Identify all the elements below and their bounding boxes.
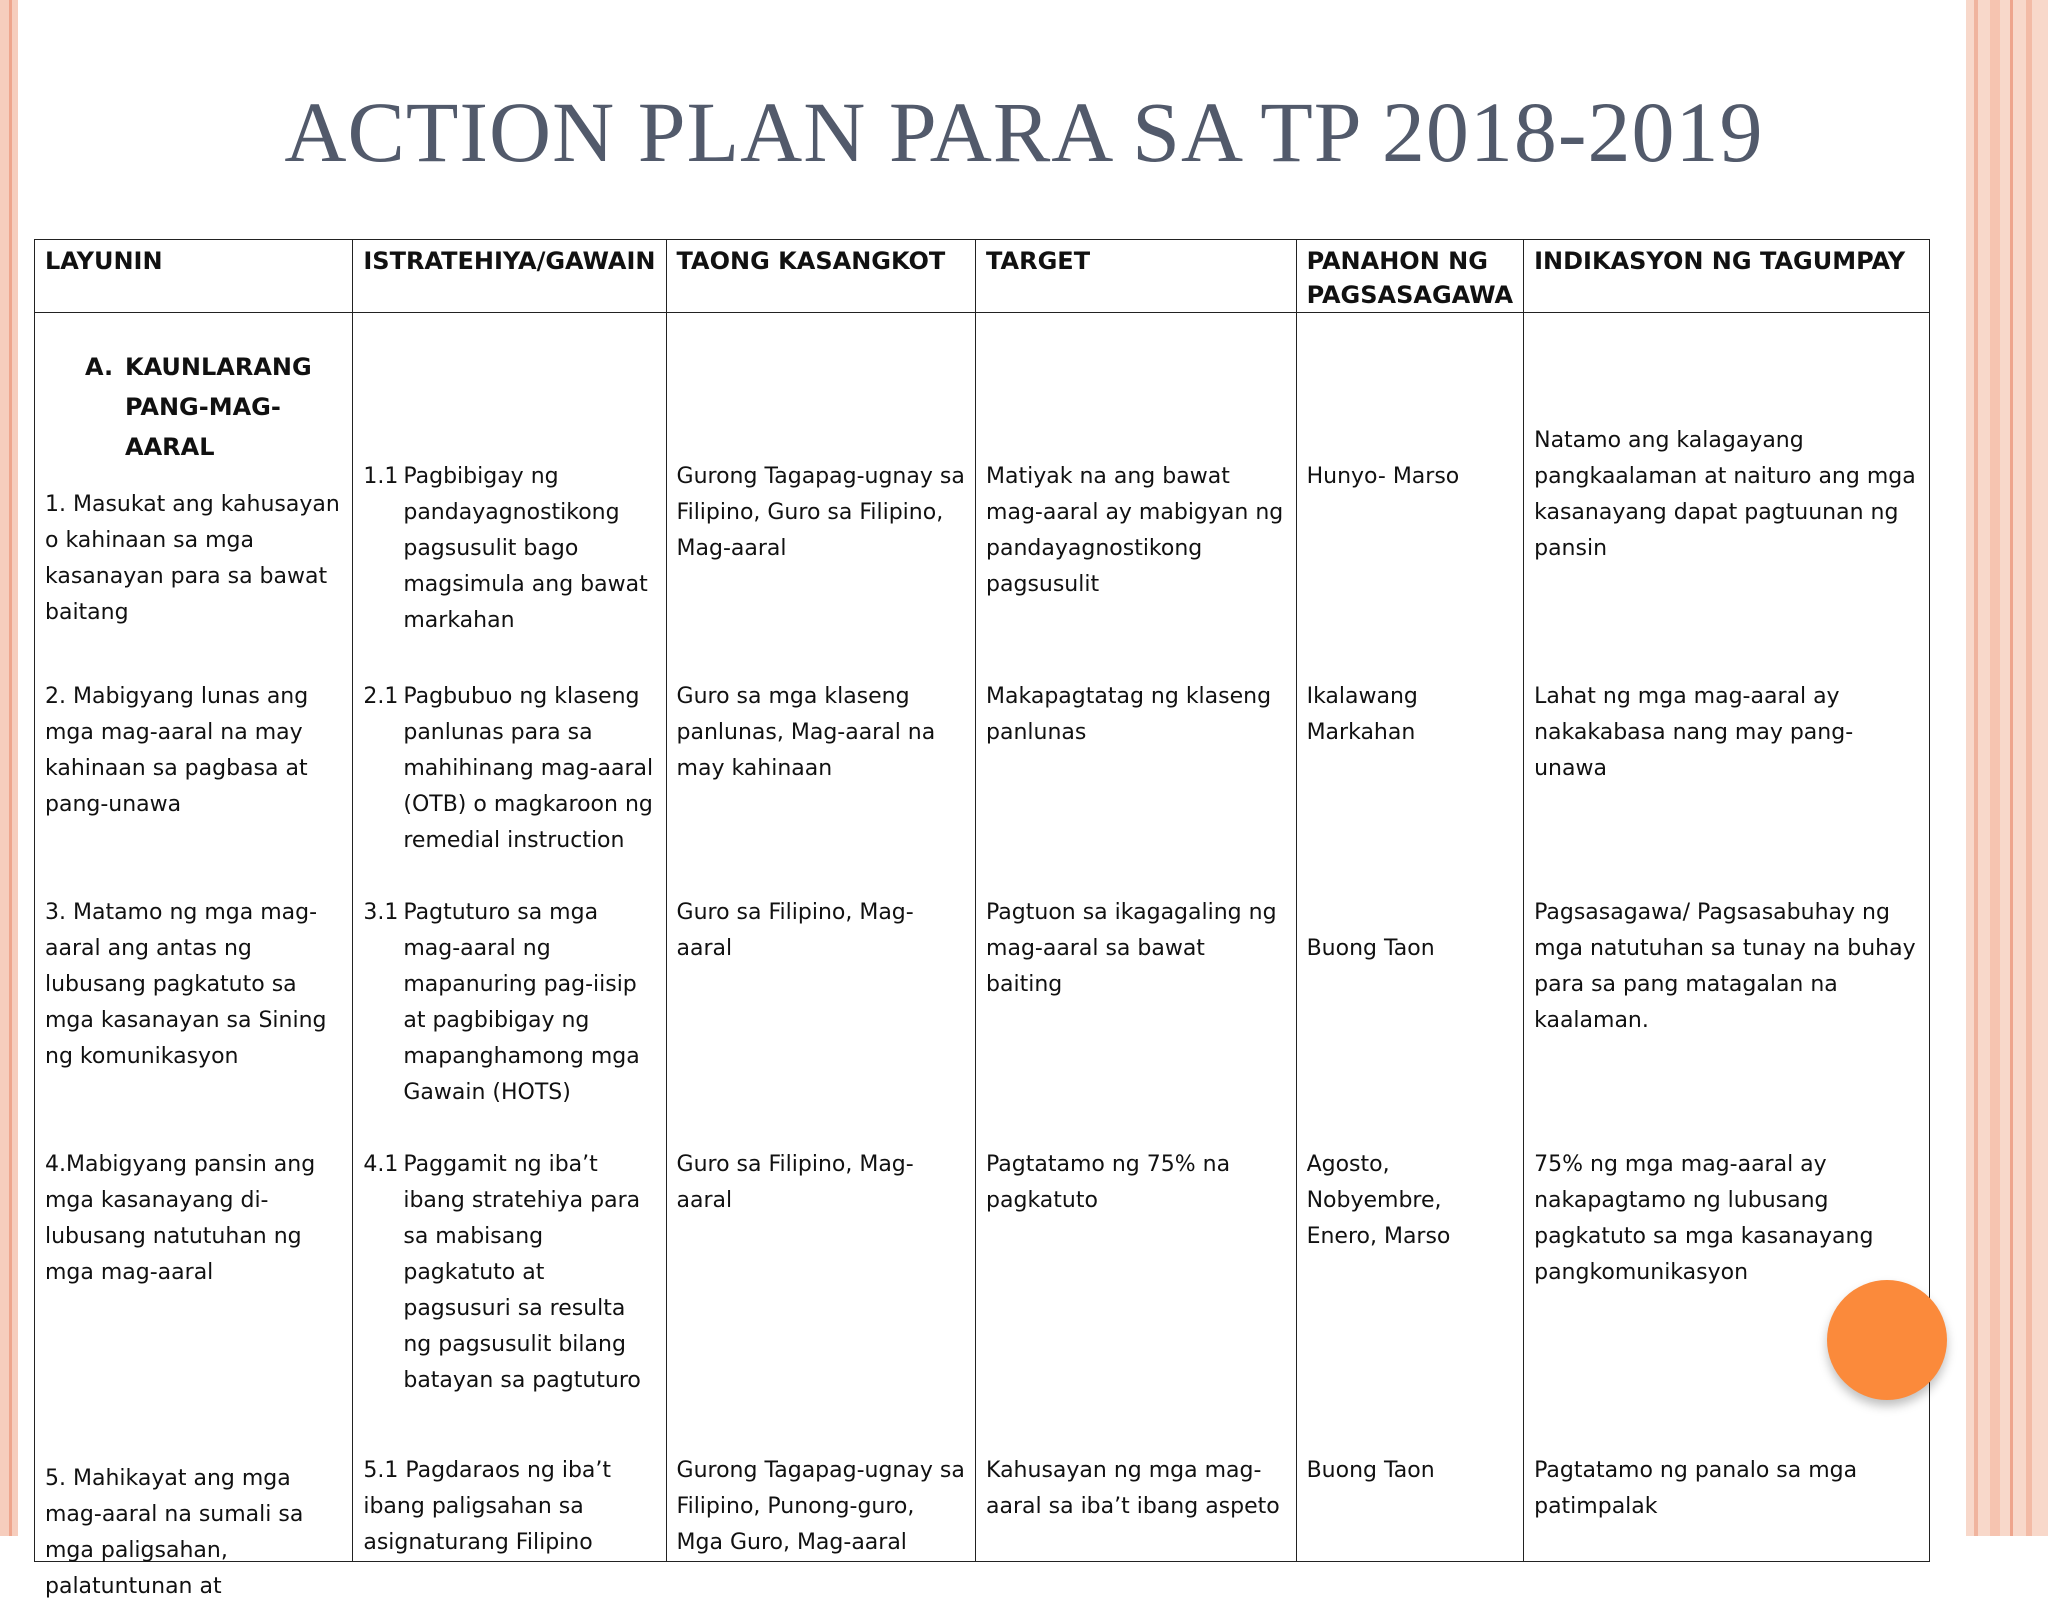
panahon-text: Hunyo- Marso (1306, 464, 1460, 489)
kasangkot-text: Guro sa Filipino, Mag-aaral (676, 1152, 914, 1213)
cell-kasangkot (666, 895, 976, 1147)
cell-gawain (353, 1147, 666, 1453)
cell-panahon (1296, 1453, 1524, 1562)
gawain-number: 2.1 (363, 684, 399, 709)
indikasyon-text: Lahat ng mga mag-aaral ay nakakabasa nang may pang-unawa (1534, 684, 1854, 781)
target-text: Matiyak na ang bawat mag-aaral ay mabigyan ng pandayagnostikong pagsusulit (986, 464, 1284, 597)
action-plan-table (34, 239, 1930, 1599)
section-letter: A. (85, 353, 114, 381)
table-row (35, 1453, 1930, 1562)
gawain-number: 3.1 (363, 900, 399, 925)
layunin-text: 1. Masukat ang kahusayan o kahinaan sa mga kasanayan para sa bawat baitang (45, 492, 340, 625)
panahon-text: Buong Taon (1306, 1458, 1435, 1483)
indikasyon-text: Pagsasagawa/ Pagsasabuhay ng mga natutuhan sa tunay na buhay para sa pang matagalan na kaalaman. (1534, 900, 1916, 1033)
header-taong-kasangkot: TAONG KASANGKOT (666, 240, 976, 313)
cell-kasangkot (666, 313, 976, 680)
section-heading (45, 313, 342, 487)
cell-target (976, 1147, 1297, 1453)
cell-layunin (35, 1453, 353, 1599)
cell-target (976, 679, 1297, 895)
table-header-row (35, 240, 1930, 313)
cell-gawain (353, 313, 666, 680)
kasangkot-text: Guro sa mga klaseng panlunas, Mag-aaral na may kahinaan (676, 684, 936, 781)
gawain-text: 5.1 Pagdaraos ng iba’t ibang paligsahan sa asignaturang Filipino (363, 1458, 612, 1555)
kasangkot-text: Gurong Tagapag-ugnay sa Filipino, Punong-guro, Mga Guro, Mag-aaral (676, 1458, 965, 1555)
gawain-text: Pagbubuo ng klaseng panlunas para sa mahihinang mag-aaral (OTB) o magkaroon ng remedial instruction (403, 684, 654, 853)
cell-panahon (1296, 313, 1524, 680)
cell-target (976, 895, 1297, 1147)
header-panahon: PANAHON NG PAGSASAGAWA (1296, 240, 1524, 313)
cell-indikasyon (1524, 679, 1930, 895)
panahon-text: Ikalawang Markahan (1306, 684, 1418, 745)
cell-panahon (1296, 1147, 1524, 1453)
gawain-text: Paggamit ng iba’t ibang stratehiya para sa mabisang pagkatuto at pagsusuri sa resulta ng pagsusulit bilang batayan sa pagtuturo (403, 1152, 641, 1393)
table-row (35, 1147, 1930, 1453)
cell-layunin (35, 1147, 353, 1453)
indikasyon-text: Pagtatamo ng panalo sa mga patimpalak (1534, 1458, 1858, 1519)
target-text: Kahusayan ng mga mag-aaral sa iba’t ibang aspeto (986, 1458, 1280, 1519)
cell-gawain (353, 679, 666, 895)
cell-target (976, 313, 1297, 680)
header-target: TARGET (976, 240, 1297, 313)
layunin-text: 3. Matamo ng mga mag-aaral ang antas ng lubusang pagkatuto sa mga kasanayan sa Sining ng komunikasyon (45, 900, 327, 1069)
left-accent-border (0, 0, 18, 1536)
target-text: Pagtuon sa ikagagaling ng mag-aaral sa bawat baiting (986, 900, 1277, 997)
cell-layunin (35, 679, 353, 895)
cell-gawain (353, 895, 666, 1147)
indikasyon-text: 75% ng mga mag-aaral ay nakapagtamo ng lubusang pagkatuto sa mga kasanayang pangkomunikasyon (1534, 1152, 1874, 1285)
header-layunin: LAYUNIN (35, 240, 353, 313)
gawain-number: 4.1 (363, 1152, 399, 1177)
target-text: Pagtatamo ng 75% na pagkatuto (986, 1152, 1231, 1213)
header-indikasyon: INDIKASYON NG TAGUMPAY (1524, 240, 1930, 313)
panahon-text: Buong Taon (1306, 936, 1435, 961)
slide-title: ACTION PLAN PARA SA TP 2018-2019 (284, 84, 1764, 180)
cell-panahon (1296, 679, 1524, 895)
layunin-text: 2. Mabigyang lunas ang mga mag-aaral na may kahinaan sa pagbasa at pang-unawa (45, 684, 309, 817)
target-text: Makapagtatag ng klaseng panlunas (986, 684, 1272, 745)
cell-layunin (35, 313, 353, 680)
cell-target (976, 1453, 1297, 1562)
cell-kasangkot (666, 679, 976, 895)
gawain-number: 1.1 (363, 464, 399, 489)
cell-indikasyon (1524, 1453, 1930, 1562)
cell-layunin (35, 895, 353, 1147)
cell-kasangkot (666, 1147, 976, 1453)
table-row (35, 313, 1930, 680)
kasangkot-text: Gurong Tagapag-ugnay sa Filipino, Guro sa Filipino, Mag-aaral (676, 464, 965, 561)
kasangkot-text: Guro sa Filipino, Mag-aaral (676, 900, 914, 961)
orange-circle-button[interactable] (1827, 1280, 1947, 1400)
panahon-text: Agosto, Nobyembre, Enero, Marso (1306, 1152, 1451, 1249)
gawain-text: Pagbibigay ng pandayagnostikong pagsusulit bago magsimula ang bawat markahan (403, 464, 648, 633)
section-label: KAUNLARANG PANG-MAG-AARAL (125, 353, 312, 461)
cell-kasangkot (666, 1453, 976, 1562)
cell-panahon (1296, 895, 1524, 1147)
table-row (35, 679, 1930, 895)
gawain-text: Pagtuturo sa mga mag-aaral ng mapanuring pag-iisip at pagbibigay ng mapanghamong mga Gawain (HOTS) (403, 900, 640, 1105)
table-row (35, 895, 1930, 1147)
layunin-text: 5. Mahikayat ang mga mag-aaral na sumali sa mga paligsahan, palatuntunan at (45, 1466, 304, 1599)
layunin-text: 4.Mabigyang pansin ang mga kasanayang di-lubusang natutuhan ng mga mag-aaral (45, 1152, 316, 1285)
right-accent-border (1966, 0, 2048, 1536)
cell-indikasyon (1524, 313, 1930, 680)
indikasyon-text: Natamo ang kalagayang pangkaalaman at naituro ang mga kasanayang dapat pagtuunan ng pansin (1534, 428, 1916, 561)
cell-gawain (353, 1453, 666, 1562)
header-istratehiya: ISTRATEHIYA/GAWAIN (353, 240, 666, 313)
cell-indikasyon (1524, 895, 1930, 1147)
